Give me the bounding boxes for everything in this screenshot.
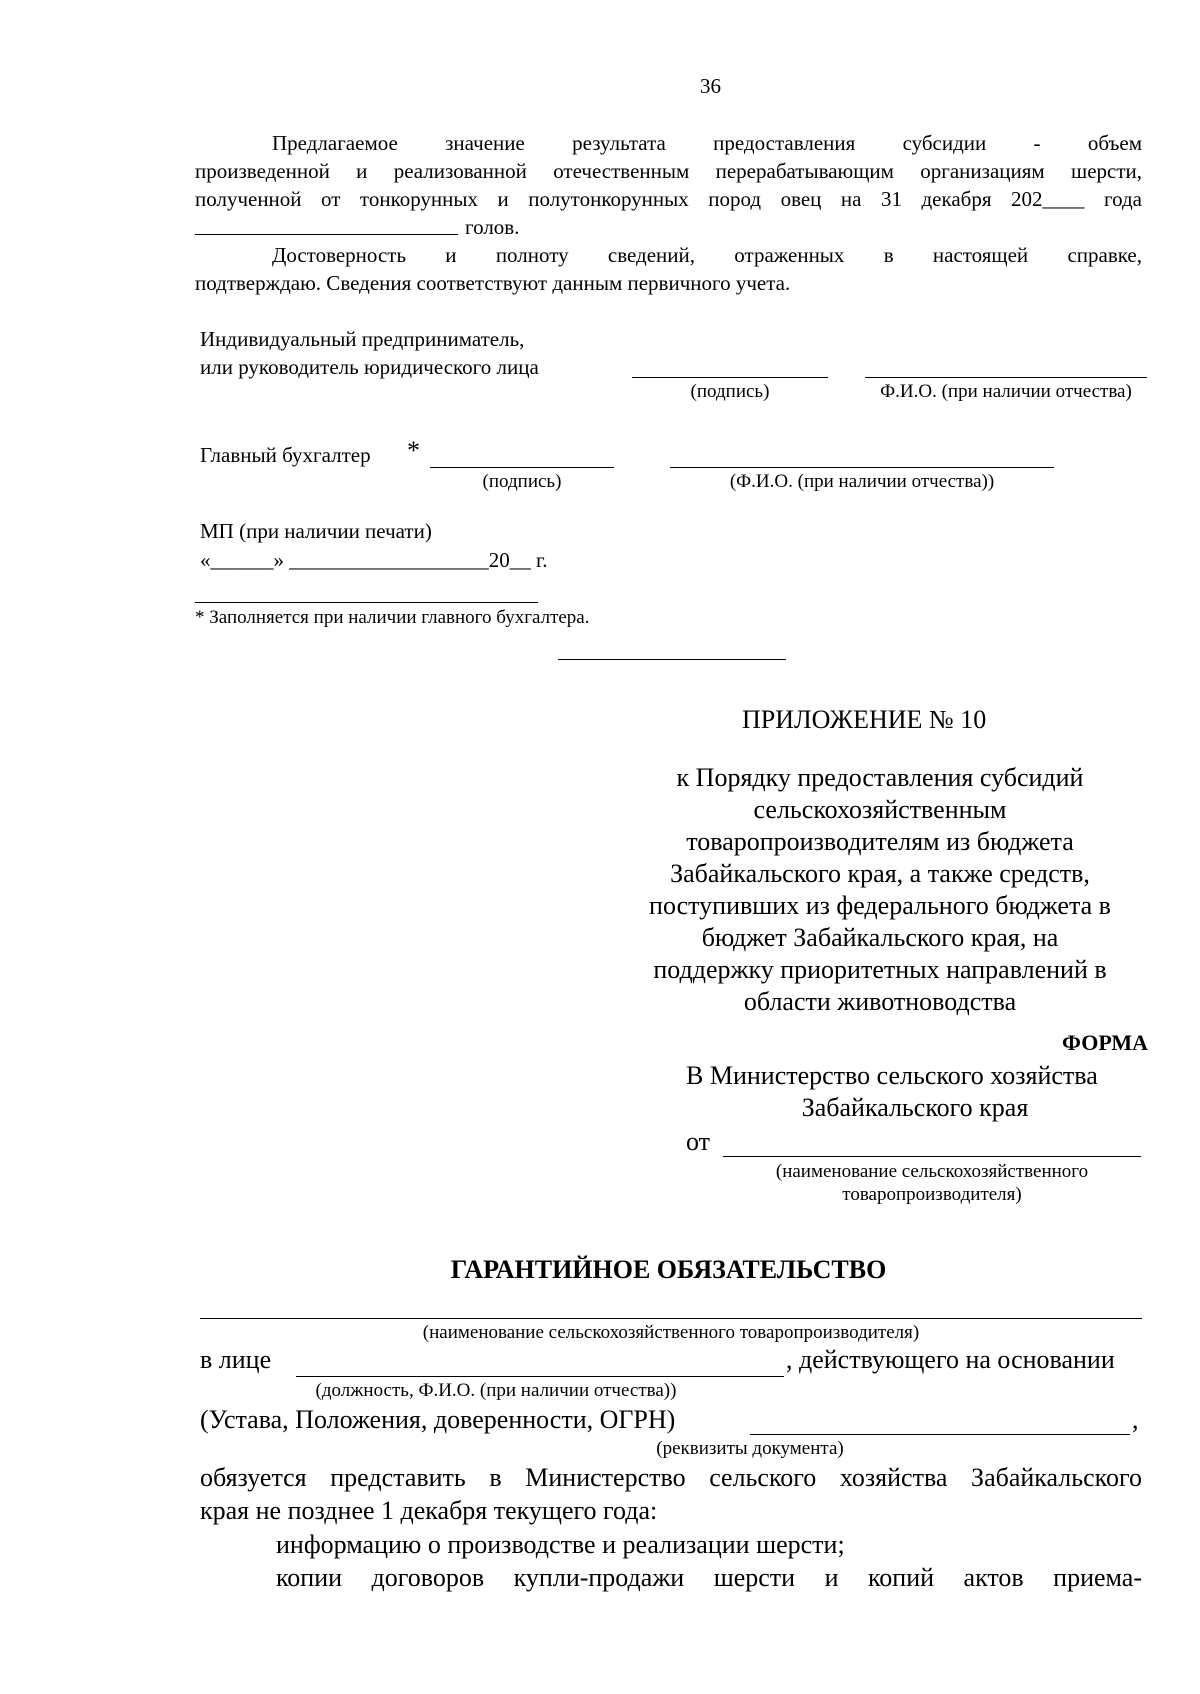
appendix-line: поддержку приоритетных направлений в — [653, 955, 1107, 984]
confirm-line-1: Достоверность и полноту сведений, отраженных в настоящей справке, — [272, 243, 1142, 267]
person-caption: (должность, Ф.И.О. (при наличии отчества)) — [315, 1380, 677, 1401]
accountant-label: Главный бухгалтер — [200, 443, 371, 467]
basis-line[interactable] — [750, 1434, 1130, 1435]
head-signature-line[interactable] — [632, 377, 828, 378]
obligation-line-1: обязуется представить в Министерство сельского хозяйства Забайкальского — [200, 1463, 1142, 1492]
footnote-separator — [195, 602, 538, 603]
date-line[interactable]: «______» ___________________20__ г. — [200, 548, 548, 572]
accountant-fio-caption: (Ф.И.О. (при наличии отчества)) — [729, 471, 995, 492]
obligation-line-2: края не позднее 1 декабря текущего года: — [200, 1496, 658, 1525]
to-line-2: Забайкальского края — [801, 1093, 1029, 1122]
basis-caption: (реквизиты документа) — [656, 1438, 844, 1459]
accountant-signature-caption: (подпись) — [482, 471, 562, 492]
result-line-4: голов. — [465, 215, 520, 239]
result-line-2: произведенной и реализованной отечественным перерабатывающим организациям шерсти, — [195, 159, 1142, 183]
appendix-line: бюджет Забайкальского края, на — [701, 923, 1059, 952]
result-line-3: полученной от тонкорунных и полутонкорунных пород овец на 31 декабря 202____ года — [195, 187, 1142, 211]
appendix-line: сельскохозяйственным — [753, 795, 1007, 824]
result-value-line[interactable] — [195, 234, 458, 235]
appendix-line: области животноводства — [743, 987, 1017, 1016]
basis-label: (Устава, Положения, доверенности, ОГРН) — [200, 1405, 676, 1434]
guarantee-title: ГАРАНТИЙНОЕ ОБЯЗАТЕЛЬСТВО — [450, 1255, 887, 1284]
person-prefix: в лице — [200, 1345, 272, 1374]
appendix-line: поступивших из федерального бюджета в — [649, 891, 1111, 920]
appendix-line: к Порядку предоставления субсидий — [676, 763, 1084, 792]
person-suffix: , действующего на основании — [786, 1345, 1115, 1374]
from-label: от — [686, 1127, 711, 1156]
form-label: ФОРМА — [1062, 1030, 1148, 1055]
producer-name-caption: (наименование сельскохозяйственного товаропроизводителя) — [422, 1322, 920, 1343]
appendix-line: товаропроизводителям из бюджета — [686, 827, 1074, 856]
stamp-label: МП (при наличии печати) — [200, 519, 432, 543]
appendix-title: ПРИЛОЖЕНИЕ № 10 — [742, 705, 987, 734]
person-line[interactable] — [296, 1376, 784, 1377]
accountant-signature-line[interactable] — [430, 467, 614, 468]
accountant-fio-line[interactable] — [670, 467, 1054, 468]
from-caption-1: (наименование сельскохозяйственного — [775, 1161, 1089, 1182]
appendix-line: Забайкальского края, а также средств, — [670, 859, 1090, 888]
obligation-item-2: копии договоров купли-продажи шерсти и копий актов приема- — [276, 1563, 1142, 1592]
accountant-star: * — [407, 436, 420, 465]
head-fio-line[interactable] — [865, 377, 1147, 378]
head-label-1: Индивидуальный предприниматель, — [200, 327, 525, 351]
head-fio-caption: Ф.И.О. (при наличии отчества) — [880, 381, 1132, 402]
confirm-line-2: подтверждаю. Сведения соответствуют данным первичного учета. — [195, 271, 791, 295]
from-caption-2: товаропроизводителя) — [842, 1184, 1022, 1205]
page-number: 36 — [700, 74, 721, 98]
from-line[interactable] — [723, 1156, 1141, 1157]
head-label-2: или руководитель юридического лица — [200, 355, 539, 379]
head-signature-caption: (подпись) — [690, 381, 770, 402]
basis-comma: , — [1132, 1405, 1139, 1434]
to-line-1: В Министерство сельского хозяйства — [686, 1061, 1098, 1090]
section-separator — [558, 659, 786, 660]
result-line-1: Предлагаемое значение результата предоставления субсидии - объем — [272, 131, 1142, 155]
footnote: * Заполняется при наличии главного бухгалтера. — [195, 607, 590, 628]
producer-name-line[interactable] — [200, 1318, 1142, 1319]
obligation-item-1: информацию о производстве и реализации шерсти; — [276, 1530, 845, 1559]
